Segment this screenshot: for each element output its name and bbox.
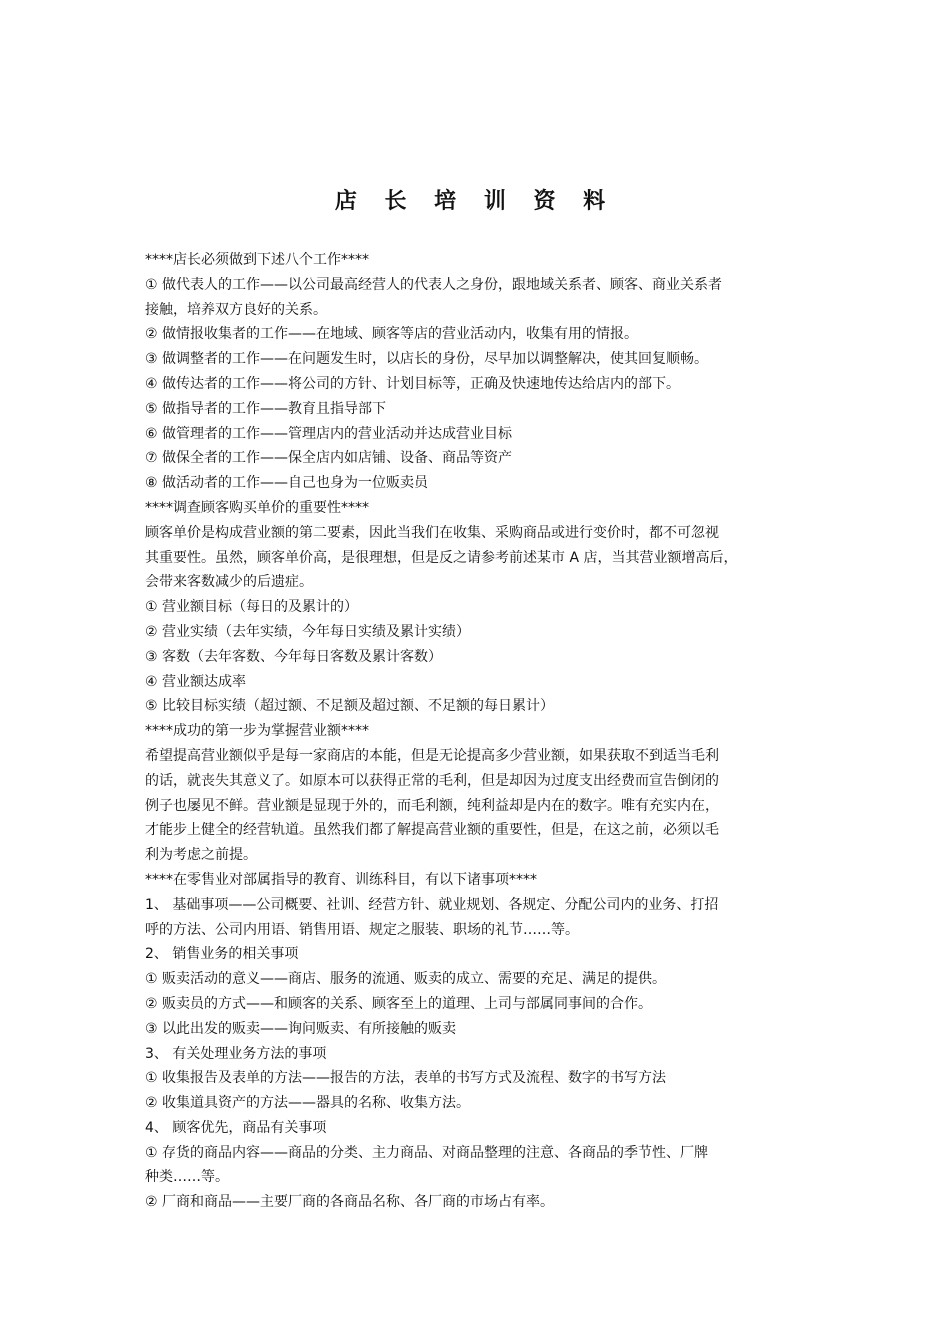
text-line: ③ 做调整者的工作——在问题发生时，以店长的身份，尽早加以调整解决，使其回复顺畅。	[145, 351, 708, 368]
text-line: ② 贩卖员的方式——和顾客的关系、顾客至上的道理、上司与部属同事间的合作。	[145, 995, 652, 1012]
text-line: ⑤ 比较目标实绩（超过额、不足额及超过额、不足额的每日累计）	[145, 698, 554, 715]
text-line: ③ 客数（去年客数、今年每日客数及累计客数）	[145, 648, 442, 665]
text-line: 1、 基础事项——公司概要、社训、经营方针、就业规划、各规定、分配公司内的业务、打招	[145, 896, 719, 913]
text-line: ① 贩卖活动的意义——商店、服务的流通、贩卖的成立、需要的充足、满足的提供。	[145, 971, 666, 988]
text-line: 3、 有关处理业务方法的事项	[145, 1045, 327, 1062]
text-line: ① 营业额目标（每日的及累计的）	[145, 599, 359, 616]
text-line: 4、 顾客优先，商品有关事项	[145, 1119, 327, 1136]
text-line: ④ 做传达者的工作——将公司的方针、计划目标等，正确及快速地传达给店内的部下。	[145, 375, 680, 392]
text-line: ② 厂商和商品——主要厂商的各商品名称、各厂商的市场占有率。	[145, 1194, 554, 1211]
text-line: 呼的方法、公司内用语、销售用语、规定之服装、职场的礼节……等。	[145, 921, 579, 938]
text-line: ② 做情报收集者的工作——在地域、顾客等店的营业活动内，收集有用的情报。	[145, 326, 638, 343]
text-line: ② 收集道具资产的方法——器具的名称、收集方法。	[145, 1095, 470, 1112]
text-line: 例子也屡见不鲜。营业额是显现于外的，而毛利额，纯利益却是内在的数字。唯有充实内在，	[145, 797, 719, 814]
text-line: ② 营业实绩（去年实绩，今年每日实绩及累计实绩）	[145, 623, 470, 640]
document-body	[145, 248, 817, 1215]
text-line: 的话，就丧失其意义了。如原本可以获得正常的毛利，但是却因为过度支出经费而宣告倒闭的	[145, 772, 719, 789]
text-line: ****调查顾客购买单价的重要性****	[145, 499, 369, 516]
text-line: 才能步上健全的经营轨道。虽然我们都了解提高营业额的重要性，但是，在这之前，必须以毛	[145, 822, 719, 839]
text-line: 2、 销售业务的相关事项	[145, 946, 299, 963]
text-line: ① 收集报告及表单的方法——报告的方法，表单的书写方式及流程、数字的书写方法	[145, 1070, 666, 1087]
text-line: ⑤ 做指导者的工作——教育且指导部下	[145, 400, 387, 417]
text-line: ④ 营业额达成率	[145, 673, 247, 690]
document-title: 店 长 培 训 资 料	[334, 188, 616, 214]
text-line: ③ 以此出发的贩卖——询问贩卖、有所接触的贩卖	[145, 1020, 456, 1037]
text-line: ⑥ 做管理者的工作——管理店内的营业活动并达成营业目标	[145, 425, 512, 442]
text-line: ⑦ 做保全者的工作——保全店内如店铺、设备、商品等资产	[145, 450, 512, 467]
text-line: 接触，培养双方良好的关系。	[145, 301, 327, 318]
text-line: 利为考虑之前提。	[145, 847, 257, 864]
text-line: ① 存货的商品内容——商品的分类、主力商品、对商品整理的注意、各商品的季节性、厂牌	[145, 1144, 708, 1161]
text-line: ****店长必须做到下述八个工作****	[145, 252, 369, 268]
text-line: ⑧ 做活动者的工作——自己也身为一位贩卖员	[145, 475, 428, 492]
text-line: ****成功的第一步为掌握营业额****	[145, 723, 369, 740]
text-line: 种类……等。	[145, 1169, 229, 1186]
text-line: ****在零售业对部属指导的教育、训练科目，有以下诸事项****	[145, 871, 537, 888]
text-line: 会带来客数减少的后遗症。	[145, 574, 313, 591]
text-line: 希望提高营业额似乎是每一家商店的本能，但是无论提高多少营业额，如果获取不到适当毛利	[145, 747, 719, 764]
text-line: ① 做代表人的工作——以公司最高经营人的代表人之身份，跟地域关系者、顾客、商业关系者	[145, 276, 722, 293]
text-line: 其重要性。虽然，顾客单价高，是很理想，但是反之请参考前述某市 A 店，当其营业额增高后，	[145, 549, 738, 566]
text-line: 顾客单价是构成营业额的第二要素，因此当我们在收集、采购商品或进行变价时，都不可忽视	[145, 524, 719, 541]
